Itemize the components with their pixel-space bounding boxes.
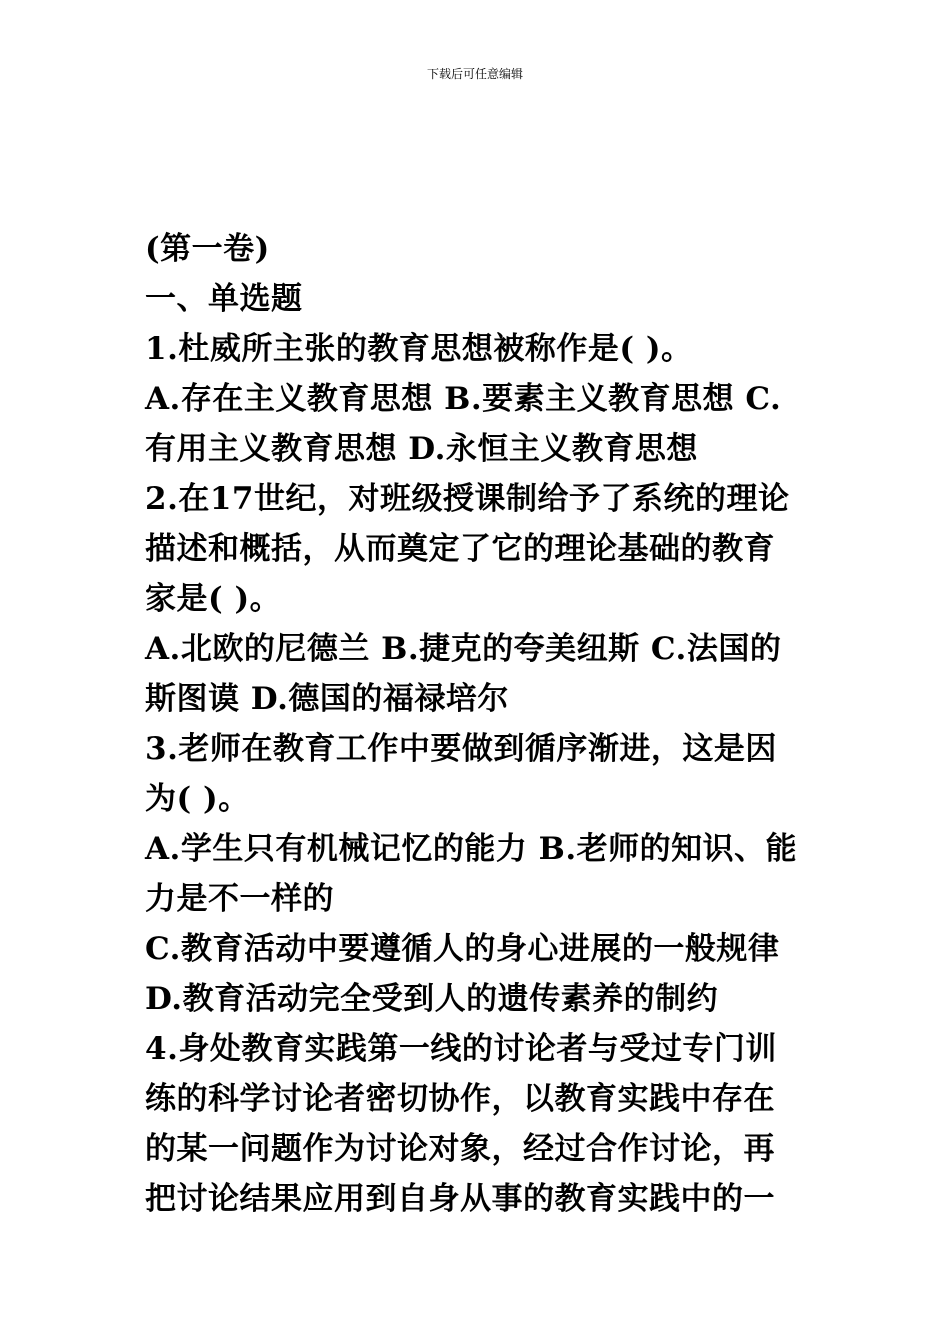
header-note: 下载后可任意编辑 — [426, 67, 523, 81]
question-2-text-line-2: 描述和概括，从而奠定了它的理论基础的教育 — [145, 531, 775, 567]
document-body — [145, 224, 810, 1224]
question-3-text-line-1: 3.老师在教育工作中要做到循序渐进，这是因 — [145, 731, 777, 767]
question-1-options-line-2: 有用主义教育思想 D.永恒主义教育思想 — [145, 431, 698, 467]
question-1-options-line-1: A.存在主义教育思想 B.要素主义教育思想 C. — [145, 381, 782, 417]
question-2-text-line-3: 家是( )。 — [145, 581, 282, 617]
question-2-options-line-1: A.北欧的尼德兰 B.捷克的夸美纽斯 C.法国的 — [145, 631, 782, 667]
question-1-text: 1.杜威所主张的教育思想被称作是( )。 — [145, 331, 693, 367]
question-3-option-d: D.教育活动完全受到人的遗传素养的制约 — [145, 981, 719, 1017]
volume-heading: (第一卷) — [145, 231, 270, 267]
question-3-text-line-2: 为( )。 — [145, 781, 250, 817]
question-2-options-line-2: 斯图谟 D.德国的福禄培尔 — [145, 681, 509, 717]
question-4-text-line-2: 练的科学讨论者密切协作，以教育实践中存在 — [145, 1081, 775, 1117]
question-4-text-line-4: 把讨论结果应用到自身从事的教育实践中的一 — [145, 1181, 775, 1217]
question-4-text-line-1: 4.身处教育实践第一线的讨论者与受过专门训 — [145, 1031, 777, 1067]
question-2-text-line-1: 2.在17世纪，对班级授课制给予了系统的理论 — [145, 481, 790, 517]
question-4-text-line-3: 的某一问题作为讨论对象，经过合作讨论，再 — [145, 1131, 775, 1167]
question-3-option-ab-line-2: 力是不一样的 — [145, 881, 334, 917]
question-3-option-ab-line-1: A.学生只有机械记忆的能力 B.老师的知识、能 — [145, 831, 798, 867]
question-3-option-c: C.教育活动中要遵循人的身心进展的一般规律 — [145, 931, 780, 967]
section-heading: 一、单选题 — [145, 281, 303, 317]
